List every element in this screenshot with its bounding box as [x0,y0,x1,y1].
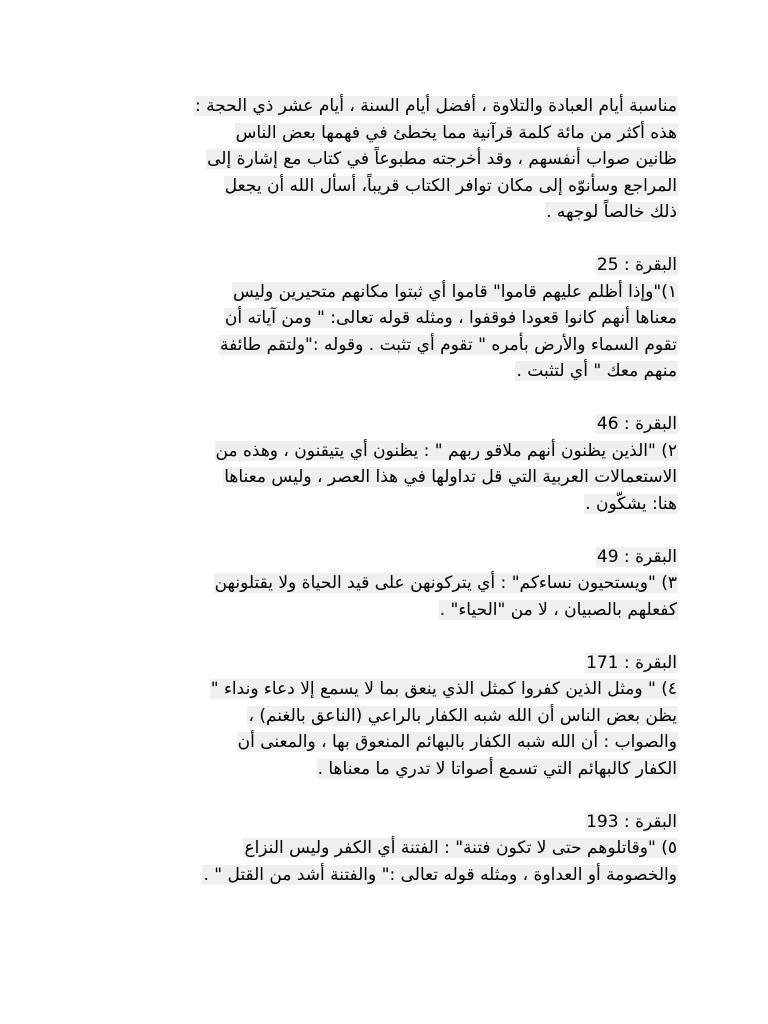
entry-3 [98,544,678,624]
entry-line: ٣) "ويستحيون نساءكم" : أي يتركونهن على قيد الحياة ولا يقتلونهن [214,573,677,593]
intro-line: مناسبة أيام العبادة والتلاوة ، أفضل أيام السنة ، أيام عشر ذي الحجة : [194,96,677,116]
entry-line: الاستعمالات العربية التي قل تداولها في هذا العصر ، وليس معناها [224,467,677,487]
paragraph-gap [98,623,678,650]
entry-line: الكفار كالبهائم التي تسمع أصواتا لا تدري ما معناها . [317,758,677,779]
entry-1 [98,252,678,385]
entry-line: يظن بعض الناس أن الله شبه الكفار بالراعي (الناعق بالغنم) ، [248,705,677,726]
entry-heading: البقرة : 25 [596,255,677,275]
entry-line: والصواب : أن الله شبه الكفار بالبهائم المنعوق بها ، والمعنى أن [237,732,677,752]
intro-line: هذه أكثر من مائة كلمة قرآنية مما يخطئ في فهمها بعض الناس [235,122,677,143]
entry-4 [98,650,678,783]
entry-line: هنا: يشكّون . [585,493,677,514]
paragraph-gap [98,385,678,412]
paragraph-gap [98,782,678,809]
entry-line: ٤) " ومثل الذين كفروا كمثل الذي ينعق بما لا يسمع إلا دعاء ونداء " [210,679,677,699]
entry-line: كفعلهم بالصبيان ، لا من "الحياء" . [439,599,677,620]
entry-line: تقوم السماء والأرض بأمره " تقوم أي تثبت . وقوله :"ولتقم طائفة [220,334,677,355]
entry-heading: البقرة : 49 [596,546,677,567]
entry-heading: البقرة : 171 [586,652,677,673]
entry-heading: البقرة : 193 [586,811,677,832]
intro-line: المراجع وسأنوّه إلى مكان توافر الكتاب قريباً، أسأل الله أن يجعل [224,175,677,196]
paragraph-gap [98,226,678,253]
entry-line: معناها أنهم كانوا قعودا فوقفوا ، ومثله قوله تعالى: " ومن آياته أن [224,308,677,328]
paragraph-gap [98,517,678,544]
entry-2 [98,411,678,517]
intro-paragraph [98,93,678,226]
entry-heading: البقرة : 46 [596,414,677,434]
entry-line: ٢) "الذين يظنون أنهم ملاقو ربهم " : يظنون أي يتيقنون ، وهذه من [215,440,677,461]
intro-line: ذلك خالصاً لوجهه . [546,202,677,222]
entry-line: ٥) "وقاتلوهم حتى لا تكون فتنة" : الفتنة أي الكفر وليس النزاع [244,838,677,858]
document-body [98,93,678,888]
entry-line: ١)"وإذا أظلم عليهم قاموا" قاموا أي ثبتوا مكانهم متحيرين وليس [232,281,677,302]
entry-5 [98,809,678,889]
intro-line: ظانين صواب أنفسهم ، وقد أخرجته مطبوعاً في كتاب مع إشارة إلى [207,149,677,169]
entry-line: والخصومة أو العداوة ، ومثله قوله تعالى :" والفتنة أشد من القتل " . [203,864,677,885]
entry-line: منهم معك " أي لتثبت . [516,361,677,381]
